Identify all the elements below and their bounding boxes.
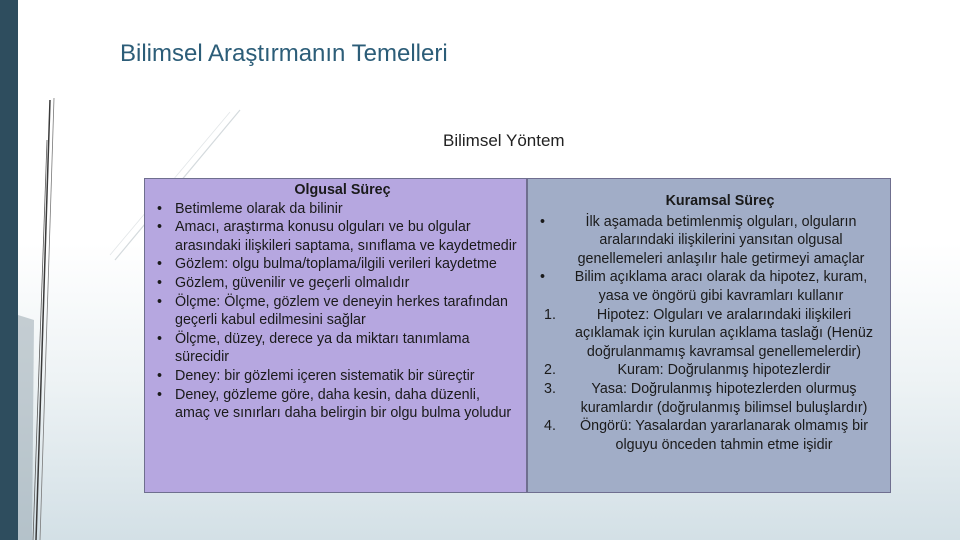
list-item [153,218,518,255]
list-item [153,293,518,330]
bullet-marker: • [157,274,163,291]
slide-title: Bilimsel Araştırmanın Temelleri [120,40,448,67]
list-item-text: Deney: bir gözlemi içeren sistematik bir süreçtir [175,367,475,384]
box-heading: Kuramsal Süreç [665,193,775,209]
item-number: 2. [544,362,556,379]
slide-subtitle: Bilimsel Yöntem [443,131,565,150]
list-item-text: Bilim açıklama aracı olarak da hipotez, kuram, yasa ve öngörü gibi kavramları kullanır [574,269,868,304]
bullet-marker: • [540,213,546,230]
list-item [153,255,518,274]
list-item-text: Gözlem, güvenilir ve geçerli olmalıdır [175,274,410,291]
bullet-marker: • [157,200,163,217]
numbered-item-text: Kuram: Doğrulanmış hipotezlerdir [617,362,831,379]
numbered-item [536,306,884,362]
observational-process-box [144,178,527,493]
theoretical-process-box [527,178,891,493]
bullet-marker: • [157,219,163,236]
bullet-marker: • [157,386,163,403]
bullet-marker: • [157,330,163,347]
bullet-marker: • [157,256,163,273]
numbered-item-text: Öngörü: Yasalardan yararlanarak olmamış bir olguyu önceden tahmin etme işidir [580,418,868,453]
list-item-text: Ölçme: Ölçme, gözlem ve deneyin herkes tarafından geçerli kabul edilmesini sağlar [175,293,508,329]
bullet-list [153,200,518,423]
list-item-text: Betimleme olarak da bilinir [175,200,343,217]
numbered-list [536,306,884,455]
numbered-item [536,380,884,417]
numbered-item-text: Yasa: Doğrulanmış hipotezlerden olurmuş kuramlardır (doğrulanmış bilimsel buluşlardır) [580,380,868,416]
bullet-marker: • [540,269,546,286]
numbered-item-text: Hipotez: Olguları ve aralarındaki ilişkileri açıklamak için kurulan açıklama taslağı (Henüz doğrulanmamış kavramsal genellemelerdir) [575,306,873,360]
list-item [153,200,518,219]
list-item [153,386,518,423]
bullet-marker: • [157,293,163,310]
list-item [153,330,518,367]
bullet-marker: • [157,367,163,384]
list-item [153,367,518,386]
list-item-text: Amacı, araştırma konusu olguları ve bu olgular arasındaki ilişkileri saptama, sınıflama ve kaydetmedir [175,219,517,254]
list-item [536,268,884,305]
list-item-text: Ölçme, düzey, derece ya da miktarı tanımlama sürecidir [175,330,470,366]
box-heading: Olgusal Süreç [294,182,391,198]
list-item [153,274,518,293]
item-number: 1. [544,306,556,323]
item-number: 3. [544,380,556,397]
bullet-list [536,213,884,306]
numbered-item [536,361,884,380]
list-item-text: İlk aşamada betimlenmiş olguları, olguların aralarındaki ilişkilerini yansıtan olgusal genellemeleri anlaşılır hale getirmeyi amaçlar [577,213,865,267]
list-item-text: Gözlem: olgu bulma/toplama/ilgili verileri kaydetme [175,256,497,273]
list-item [536,213,884,269]
list-item-text: Deney, gözleme göre, daha kesin, daha düzenli, amaç ve sınırları daha belirgin bir olgu bulma yoludur [175,386,512,422]
numbered-item [536,417,884,454]
item-number: 4. [544,418,556,435]
